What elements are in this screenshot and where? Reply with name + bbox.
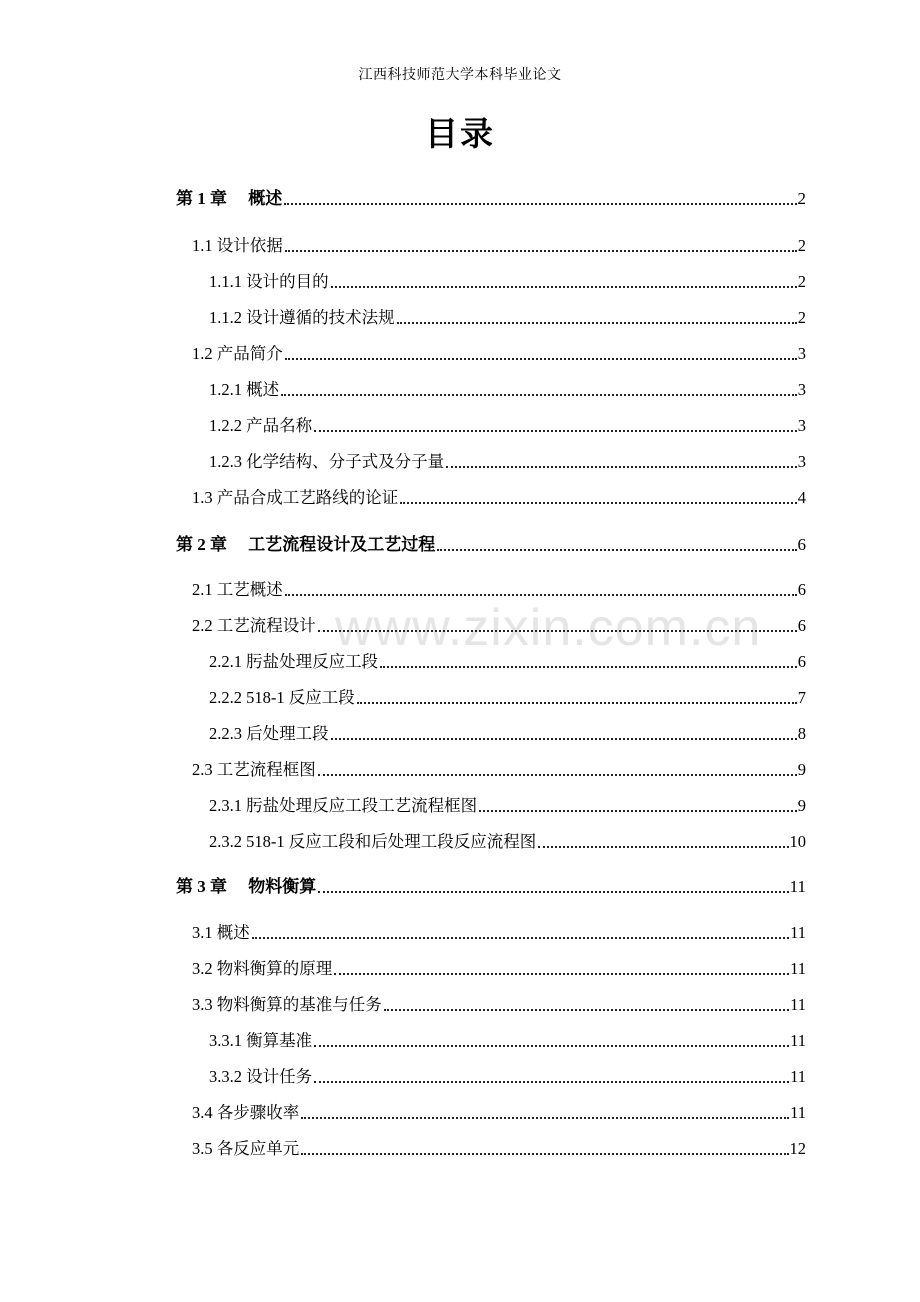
toc-entry[interactable] [209,265,806,293]
toc-page-number: 6 [797,652,806,671]
toc-entry-text: 产品名称 [246,416,313,435]
toc-page-number: 11 [790,1103,806,1122]
toc-entry-number: 3.3.2 [209,1067,242,1086]
toc-leader-dots [301,1117,789,1119]
toc-page-number: 10 [789,832,806,851]
toc-page-number: 9 [797,796,806,815]
toc-entry[interactable] [209,1024,806,1052]
toc-chapter-entry[interactable] [176,528,806,556]
toc-entry-text: 设计依据 [216,236,283,255]
toc-leader-dots [538,846,788,848]
toc-entry-label [176,534,435,556]
toc-entry-label [209,451,444,473]
toc-entry-label [209,379,279,401]
toc-entry-number: 1.1 [192,236,213,255]
toc-entry-text: 概述 [248,189,283,208]
toc-entry[interactable] [192,229,806,257]
toc-entry-number: 2.2.2 [209,688,242,707]
toc-entry-number: 3.1 [192,923,213,942]
toc-entry[interactable] [209,789,806,817]
toc-page-number: 7 [797,688,806,707]
toc-leader-dots [314,430,797,432]
toc-entry-number: 1.2.2 [209,416,242,435]
toc-entry-number: 第 1 章 [176,189,227,208]
toc-entry-text: 518-1 反应工段和后处理工段反应流程图 [246,832,537,851]
toc-entry-number: 2.2.3 [209,724,242,743]
toc-entry-text: 设计的目的 [246,272,329,291]
toc-entry-text: 各反应单元 [216,1139,300,1158]
toc-entry-text: 概述 [216,923,250,942]
toc-entry[interactable] [192,481,806,509]
toc-leader-dots [285,250,797,252]
toc-entry[interactable] [192,916,806,944]
toc-entry-label [192,343,283,365]
toc-entry-label [209,651,378,673]
toc-entry-label [209,687,355,709]
toc-entry[interactable] [209,717,806,745]
toc-page-number: 4 [797,488,806,507]
toc-leader-dots [334,973,789,975]
toc-leader-dots [252,937,789,939]
toc-leader-dots [479,810,797,812]
toc-page-number: 11 [790,923,806,942]
toc-entry[interactable] [192,1096,806,1124]
toc-entry-label [209,1066,312,1088]
page-title: 目录 [425,117,495,153]
toc-entry-number: 第 2 章 [176,535,227,554]
running-header: 江西科技师范大学本科毕业论文 [358,68,562,83]
toc-entry-label [176,188,282,210]
toc-entry[interactable] [209,681,806,709]
toc-page-number: 3 [797,452,806,471]
toc-entry-text: 衡算基准 [246,1031,313,1050]
toc-leader-dots [318,774,797,776]
toc-entry-text: 物料衡算 [248,877,317,896]
toc-entry-label [192,922,250,944]
toc-page-number: 6 [797,616,806,635]
toc-entry-label [209,1030,312,1052]
toc-entry[interactable] [192,753,806,781]
toc-entry-text: 肟盐处理反应工段工艺流程框图 [246,796,478,815]
toc-leader-dots [397,322,797,324]
toc-entry-label [209,307,395,329]
toc-entry-text: 肟盐处理反应工段 [246,652,379,671]
toc-entry-number: 3.2 [192,959,213,978]
toc-chapter-entry[interactable] [176,870,806,898]
toc-entry[interactable] [192,609,806,637]
toc-entry-text: 物料衡算的原理 [216,959,333,978]
toc-entry-label [192,487,398,509]
toc-entry-label [192,615,316,637]
toc-entry-text: 产品合成工艺路线的论证 [216,488,399,507]
toc-entry-number: 1.2.3 [209,452,242,471]
toc-entry-number: 2.3.1 [209,796,242,815]
toc-leader-dots [285,358,797,360]
toc-entry[interactable] [192,988,806,1016]
toc-entry[interactable] [209,409,806,437]
toc-entry-text: 后处理工段 [246,724,329,743]
toc-entry-label [209,415,312,437]
toc-page-number: 3 [797,416,806,435]
toc-entry-label [176,876,316,898]
toc-entry-text: 物料衡算的基准与任务 [216,995,382,1014]
toc-leader-dots [331,738,797,740]
toc-page-number: 2 [797,272,806,291]
toc-entry-text: 工艺概述 [216,580,283,599]
toc-entry-number: 2.2 [192,616,213,635]
toc-entry-text: 工艺流程设计及工艺过程 [248,535,436,554]
toc-leader-dots [314,1045,789,1047]
toc-entry-number: 3.4 [192,1103,213,1122]
toc-page-number: 8 [797,724,806,743]
toc-entry-number: 2.3.2 [209,832,242,851]
toc-entry-number: 1.2 [192,344,213,363]
toc-entry-label [192,1138,299,1160]
toc-leader-dots [357,702,797,704]
toc-entry[interactable] [209,1060,806,1088]
toc-page-number: 11 [790,959,806,978]
toc-entry-number: 1.1.2 [209,308,242,327]
toc-entry-label [209,723,329,745]
toc-entry-text: 概述 [246,380,280,399]
toc-chapter-entry[interactable] [176,182,806,210]
toc-entry-text: 工艺流程框图 [216,760,316,779]
toc-entry-text: 设计任务 [246,1067,313,1086]
toc-leader-dots [285,594,797,596]
toc-leader-dots [384,1009,789,1011]
toc-entry-number: 1.1.1 [209,272,242,291]
toc-entry-label [192,958,332,980]
toc-entry-text: 工艺流程设计 [216,616,316,635]
toc-page-number: 11 [790,1031,806,1050]
toc-page-number: 6 [797,535,806,554]
toc-entry-label [209,271,329,293]
toc-entry-label [209,795,477,817]
toc-entry[interactable] [192,337,806,365]
toc-leader-dots [281,394,797,396]
toc-page-number: 2 [797,189,806,208]
toc-leader-dots [318,630,797,632]
toc-entry-number: 2.1 [192,580,213,599]
toc-entry-number: 第 3 章 [176,877,227,896]
toc-entry-number: 2.3 [192,760,213,779]
toc-entry-label [192,759,316,781]
toc-leader-dots [331,286,797,288]
toc-leader-dots [284,203,796,205]
toc-entry[interactable] [192,1132,806,1160]
toc-page-number: 3 [797,344,806,363]
toc-page-number: 3 [797,380,806,399]
toc-entry[interactable] [209,825,806,853]
toc-entry-text: 设计遵循的技术法规 [246,308,395,327]
toc-page-number: 11 [790,995,806,1014]
toc-leader-dots [437,549,796,551]
toc-entry-number: 1.2.1 [209,380,242,399]
toc-entry[interactable] [209,373,806,401]
toc-entry-label [192,1102,299,1124]
toc-entry-number: 3.3.1 [209,1031,242,1050]
toc-entry-label [192,579,283,601]
toc-entry-text: 产品简介 [216,344,283,363]
toc-leader-dots [380,666,797,668]
toc-page-number: 2 [797,308,806,327]
toc-leader-dots [318,891,788,893]
toc-page-number: 11 [790,1067,806,1086]
toc-leader-dots [314,1081,789,1083]
toc-entry-number: 1.3 [192,488,213,507]
toc-page-number: 11 [789,877,806,896]
toc-entry-label [209,831,536,853]
toc-entry[interactable] [192,952,806,980]
watermark: www.zixin.com.cn [335,599,762,657]
toc-page-number: 12 [789,1139,806,1158]
toc-leader-dots [400,502,797,504]
toc-entry-label [192,235,283,257]
toc-leader-dots [446,466,797,468]
toc-entry-number: 3.5 [192,1139,213,1158]
toc-entry-label [192,994,382,1016]
toc-page-number: 9 [797,760,806,779]
toc-entry-number: 2.2.1 [209,652,242,671]
toc-entry[interactable] [209,301,806,329]
toc-entry[interactable] [192,573,806,601]
toc-entry-number: 3.3 [192,995,213,1014]
toc-page-number: 2 [797,236,806,255]
toc-entry-text: 各步骤收率 [216,1103,300,1122]
toc-entry[interactable] [209,645,806,673]
toc-entry-text: 化学结构、分子式及分子量 [246,452,445,471]
toc-leader-dots [301,1153,788,1155]
toc-entry-text: 518-1 反应工段 [246,688,355,707]
toc-page-number: 6 [797,580,806,599]
toc-entry[interactable] [209,445,806,473]
